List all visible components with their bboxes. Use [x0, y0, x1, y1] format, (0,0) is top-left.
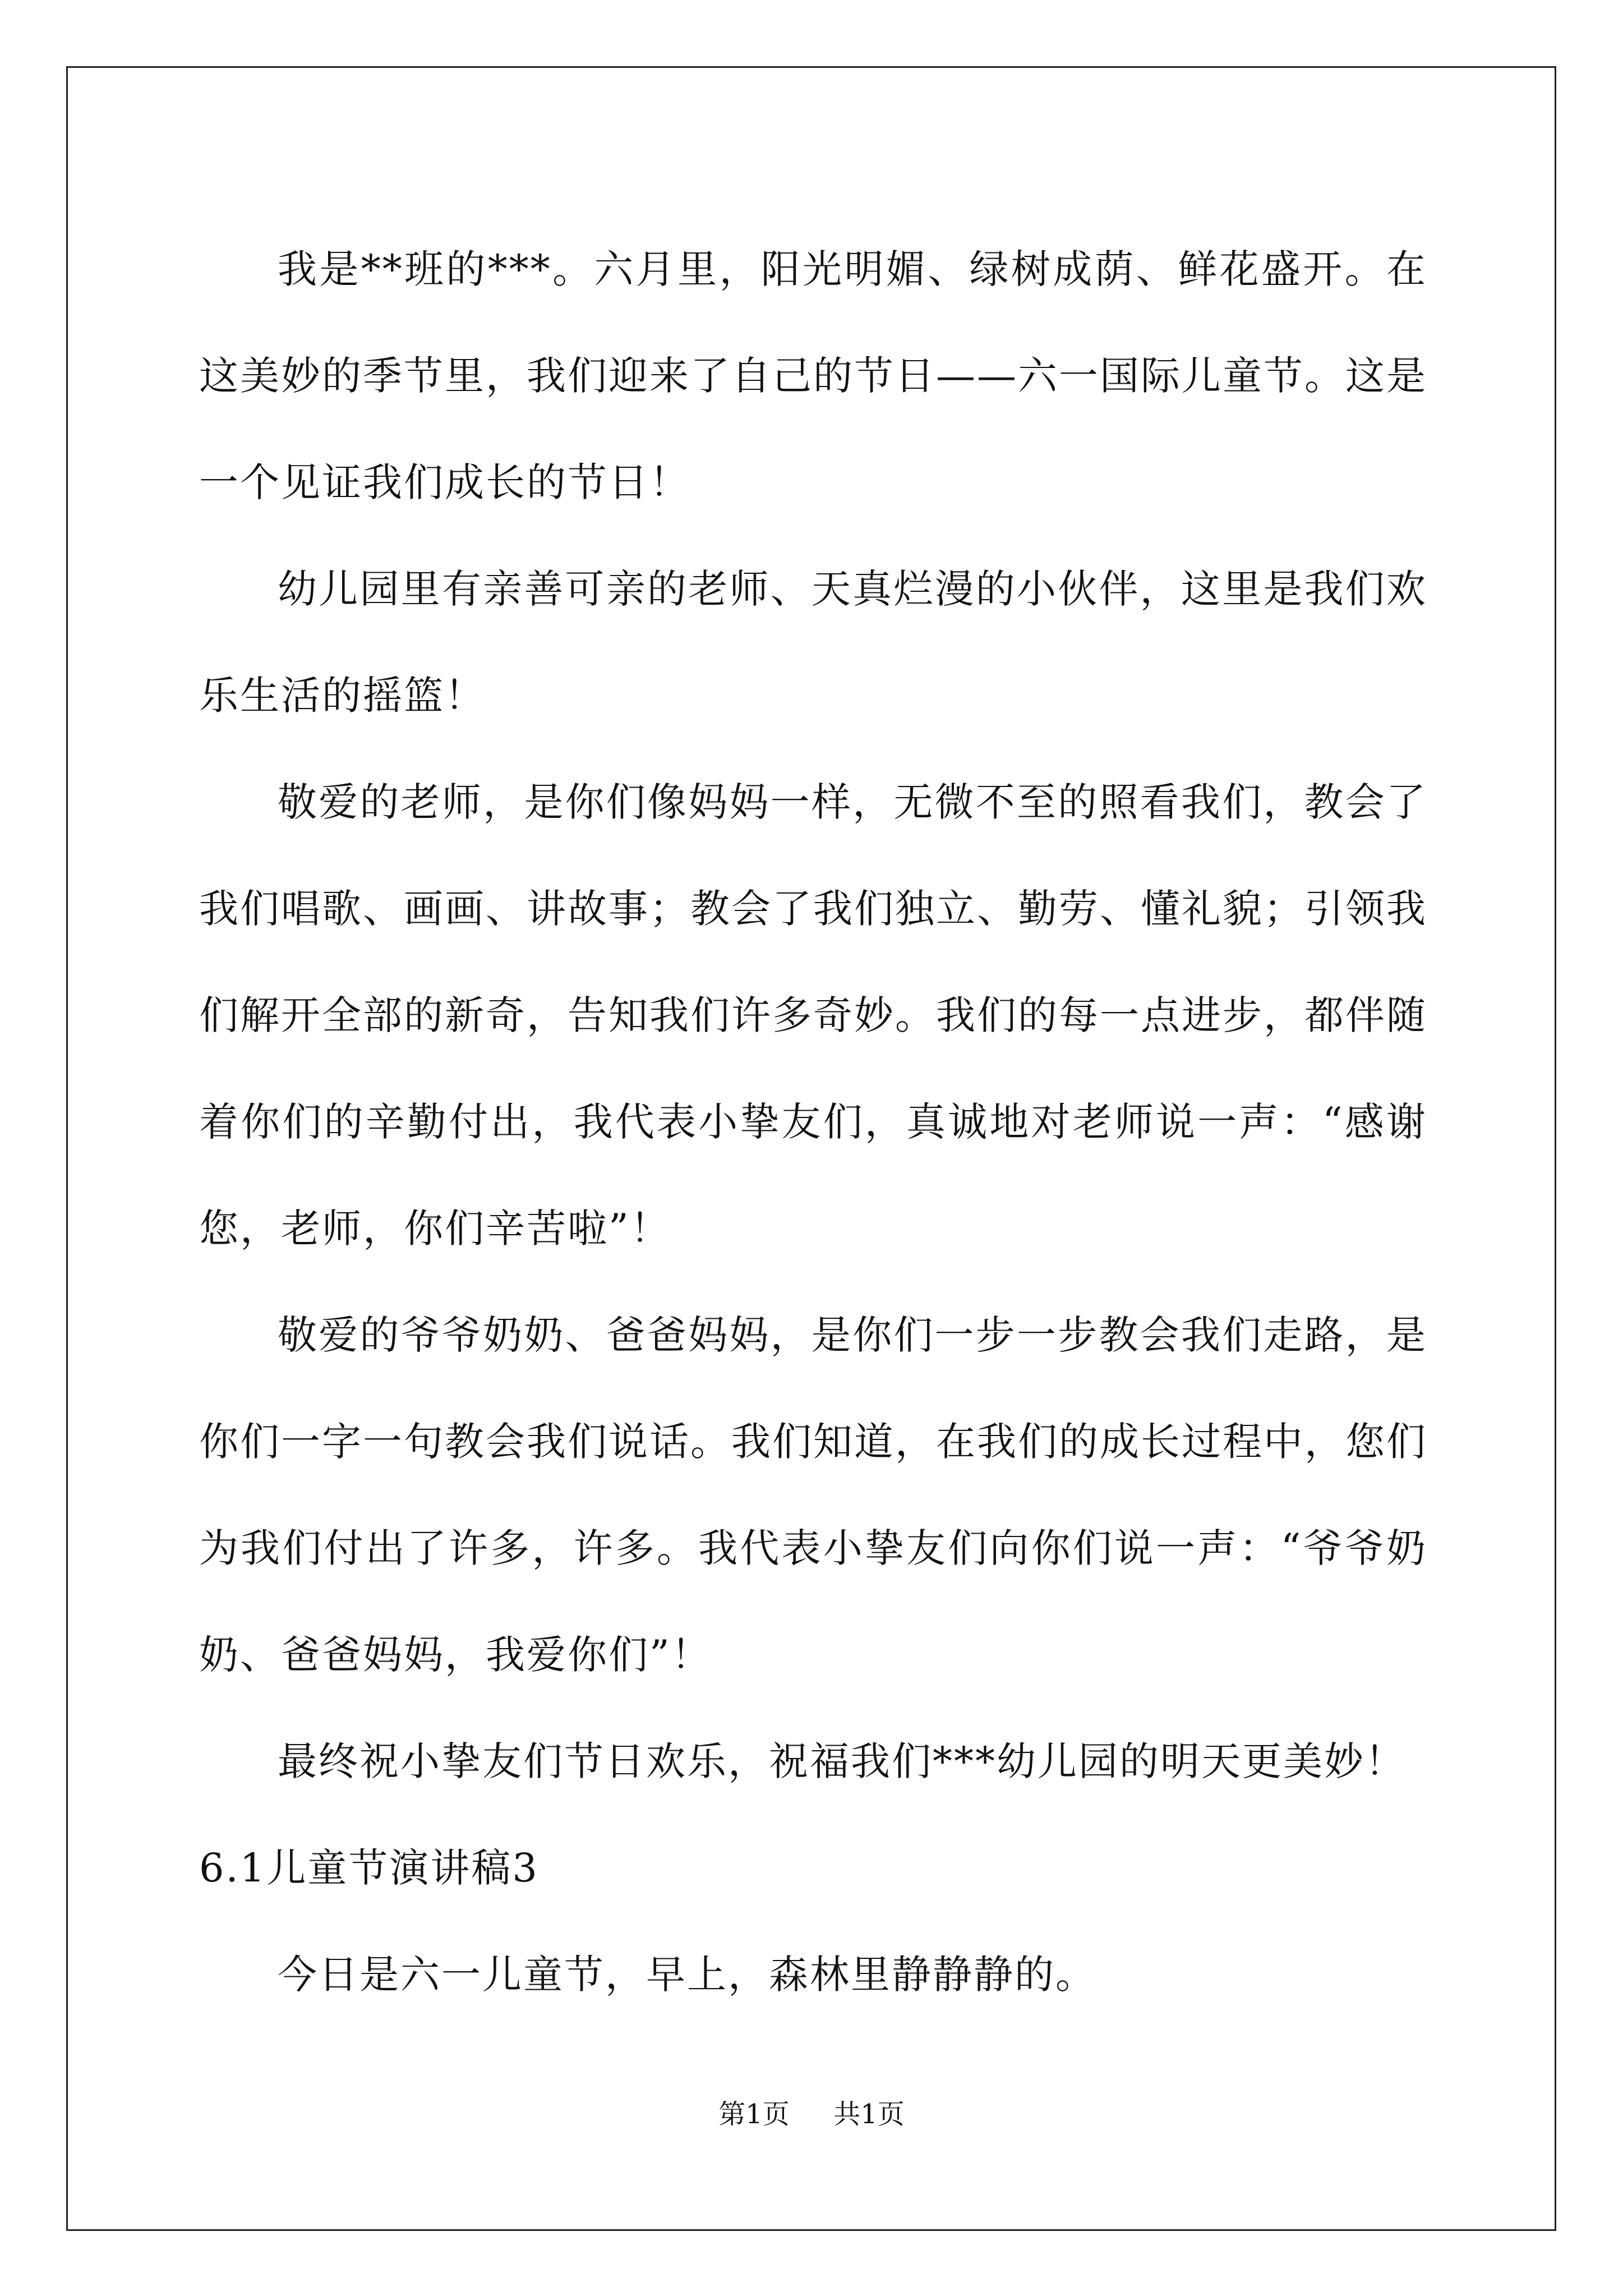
- document-body: [199, 216, 1427, 2028]
- paragraph-5: 最终祝小挚友们节日欢乐，祝福我们***幼儿园的明天更美妙！: [278, 1738, 1406, 1784]
- paragraph-6: 今日是六一儿童节，早上，森林里静静静的。: [278, 1952, 1096, 1998]
- page-footer: [0, 2092, 1623, 2131]
- page-number: 第1页: [718, 2099, 790, 2130]
- section-heading: 6.1儿童节演讲稿3: [199, 1845, 539, 1891]
- paragraph-3: 敬爱的老师，是你们像妈妈一样，无微不至的照看我们，教会了我们唱歌、画画、讲故事；教会了我们独立、勤劳、懂礼貌；引领我们解开全部的新奇，告知我们许多奇妙。我们的每一点进步，都伴随着你们的辛勤付出，我代表小挚友们，真诚地对老师说一声：“感谢您，老师，你们辛苦啦”！: [199, 779, 1427, 1251]
- page-total: 共1页: [833, 2099, 905, 2130]
- paragraph-1: 我是**班的***。六月里，阳光明媚、绿树成荫、鲜花盛开。在这美妙的季节里，我们迎来了自己的节日——六一国际儿童节。这是一个见证我们成长的节日！: [199, 246, 1427, 505]
- paragraph-2: 幼儿园里有亲善可亲的老师、天真烂漫的小伙伴，这里是我们欢乐生活的摇篮！: [199, 566, 1427, 719]
- paragraph-4: 敬爱的爷爷奶奶、爸爸妈妈，是你们一步一步教会我们走路，是你们一字一句教会我们说话。我们知道，在我们的成长过程中，您们为我们付出了许多，许多。我代表小挚友们向你们说一声：“爷爷奶奶、爸爸妈妈，我爱你们”！: [199, 1312, 1427, 1678]
